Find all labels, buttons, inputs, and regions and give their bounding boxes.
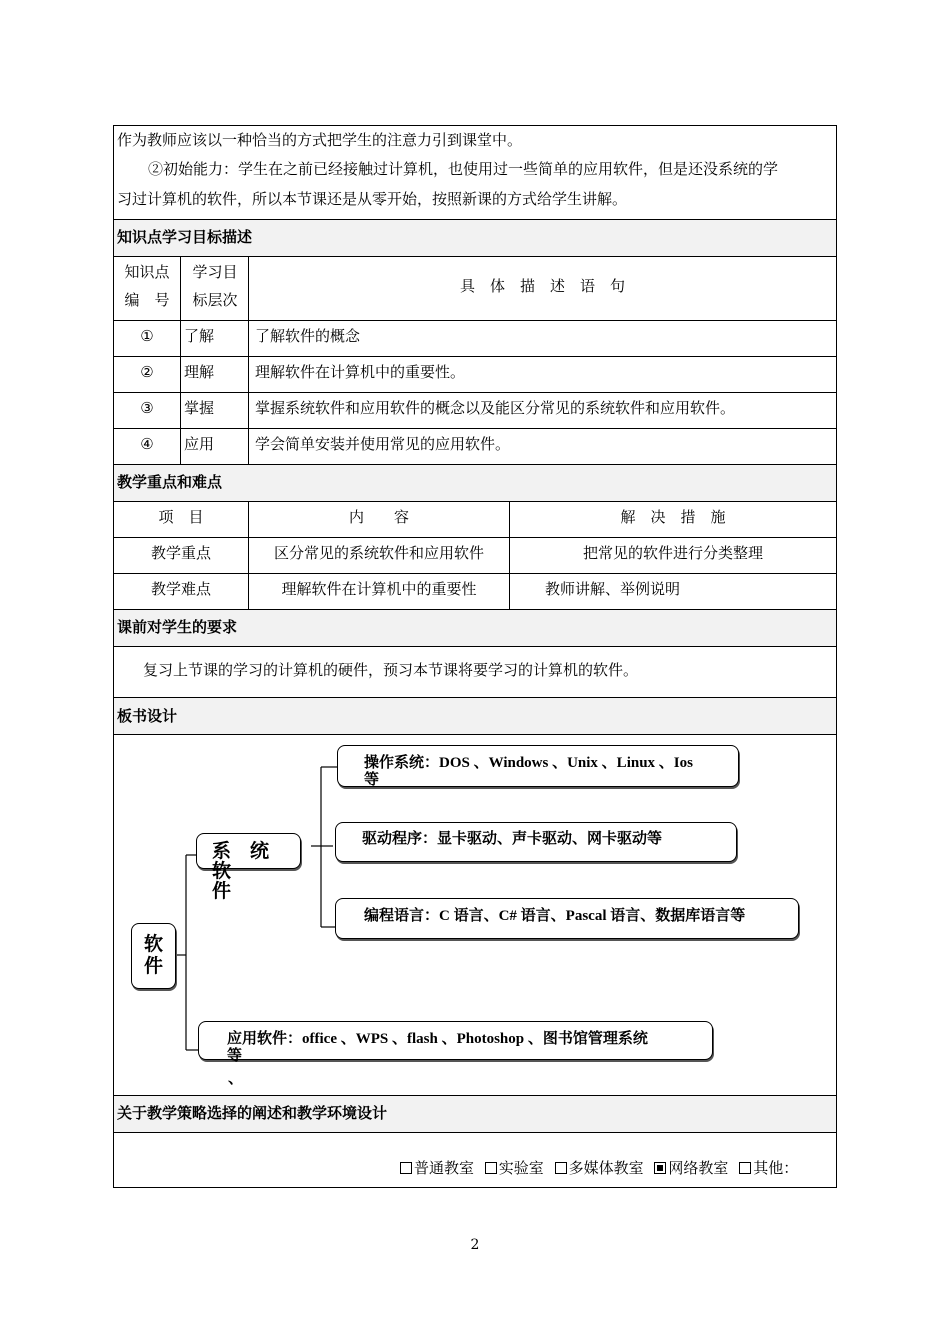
kp-header-item: 项 目 (158, 508, 204, 526)
section-title-keypoints: 教学重点和难点 (117, 473, 223, 491)
kp-row-item: 教学难点 (150, 580, 211, 598)
kp-header-measure: 解 决 措 施 (620, 508, 726, 526)
board-os (337, 745, 739, 787)
section-title-objectives: 知识点学习目标描述 (117, 228, 253, 246)
requirements-text: 复习上节课的学习的计算机的硬件，预习本节课将要学习的计算机的软件。 (143, 661, 639, 679)
obj-row-desc: 掌握系统软件和应用软件的概念以及能区分常见的系统软件和应用软件。 (255, 399, 736, 417)
board-system-software (196, 833, 301, 902)
kp-row-measure: 把常见的软件进行分类整理 (582, 544, 763, 562)
obj-row-desc: 了解软件的概念 (255, 327, 361, 345)
checkbox-icon (555, 1162, 567, 1174)
obj-header-num-1: 知识点 (124, 263, 170, 281)
obj-row-num: ③ (140, 399, 154, 417)
checkbox-icon (485, 1162, 497, 1174)
intro-line-1: 作为教师应该以一种恰当的方式把学生的注意力引到课堂中。 (117, 131, 523, 149)
board-application-software (198, 1021, 713, 1064)
intro-line-3: 习过计算机的软件，所以本节课还是从零开始，按照新课的方式给学生讲解。 (117, 190, 628, 208)
section-title-requirements: 课前对学生的要求 (117, 618, 238, 636)
kp-row-item: 教学重点 (150, 544, 211, 562)
obj-row-desc: 理解软件在计算机中的重要性。 (255, 363, 466, 381)
obj-row-level: 了解 (184, 327, 215, 345)
board-drivers-text: 驱动程序：显卡驱动、声卡驱动、网卡驱动等 (362, 831, 663, 847)
obj-row-level: 应用 (184, 435, 215, 453)
board-root-software (131, 923, 176, 989)
page-number: 2 (470, 1237, 480, 1253)
obj-row-num: ④ (140, 435, 154, 453)
obj-header-level-1: 学习目 (192, 263, 238, 281)
board-root-line-2: 件 (143, 956, 163, 977)
option-regular-classroom[interactable]: 普通教室 (400, 1159, 474, 1177)
option-multimedia-classroom[interactable]: 多媒体教室 (555, 1159, 644, 1177)
section-title-board: 板书设计 (117, 707, 178, 725)
board-os-line-1: 操作系统：DOS 、Windows 、Unix 、Linux 、Ios (364, 755, 693, 771)
board-app-line-3: 、 (228, 1069, 244, 1087)
board-app-line-2: 等 (227, 1048, 243, 1064)
board-languages (335, 898, 799, 939)
option-other[interactable]: 其他： (739, 1159, 798, 1177)
obj-row-level: 理解 (184, 363, 215, 381)
checkbox-icon (739, 1162, 751, 1174)
kp-row-content: 理解软件在计算机中的重要性 (281, 580, 477, 598)
board-os-line-2: 等 (364, 772, 380, 788)
obj-row-num: ② (140, 363, 154, 381)
obj-header-num-2: 编 号 (124, 291, 170, 309)
board-root-line-1: 软 (143, 934, 163, 955)
option-lab[interactable]: 实验室 (485, 1159, 544, 1177)
board-app-line-1: 应用软件：office 、WPS 、flash 、Photoshop 、图书馆管理系统 (227, 1031, 648, 1047)
board-languages-text: 编程语言：C 语言、C# 语言、Pascal 语言、数据库语言等 (364, 908, 746, 924)
board-system-line-2: 件 (212, 881, 232, 902)
classroom-options (400, 1158, 798, 1178)
obj-header-level-2: 标层次 (192, 291, 238, 309)
obj-row-num: ① (140, 327, 154, 345)
option-network-classroom[interactable]: 网络教室 (654, 1159, 728, 1177)
kp-row-content: 区分常见的系统软件和应用软件 (273, 544, 484, 562)
intro-line-2: ②初始能力：学生在之前已经接触过计算机，也使用过一些简单的应用软件，但是还没系统的学 (148, 160, 779, 178)
section-title-strategy: 关于教学策略选择的阐述和教学环境设计 (117, 1104, 388, 1122)
obj-header-desc: 具 体 描 述 语 句 (459, 277, 625, 295)
checkbox-checked-icon (654, 1162, 666, 1174)
kp-header-content: 内 容 (348, 508, 409, 526)
checkbox-icon (400, 1162, 412, 1174)
obj-row-level: 掌握 (184, 399, 215, 417)
kp-row-measure: 教师讲解、举例说明 (545, 580, 681, 598)
board-drivers (335, 822, 737, 862)
obj-row-desc: 学会简单安装并使用常见的应用软件。 (255, 435, 511, 453)
board-system-line-1: 系 统 软 (212, 841, 289, 882)
